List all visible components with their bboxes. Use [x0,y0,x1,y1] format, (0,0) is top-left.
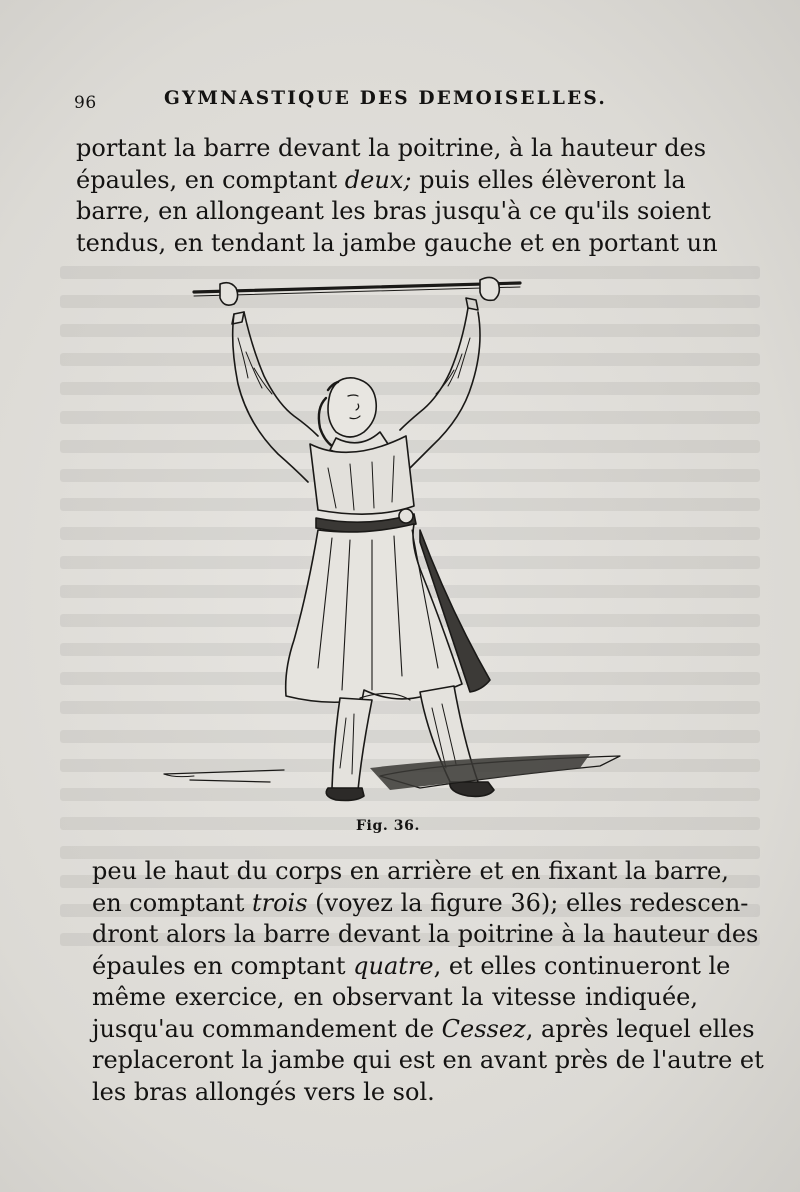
text-line [76,165,686,197]
text-run: , après lequel elles [525,1014,755,1043]
text-run: épaules en comptant [92,951,354,980]
text-run: (voyez la figure 36); elles redescen- [307,888,749,917]
text-run: épaules, en comptant [76,165,345,194]
gymnast-raising-bar-illustration [150,268,630,808]
text-line [92,888,749,920]
text-run: en comptant [92,888,252,917]
counting-word: trois [251,888,308,917]
command-word: Cessez [441,1014,526,1043]
running-title: GYMNASTIQUE DES DEMOISELLES. [164,88,607,109]
text-line: dront alors la barre devant la poitrine à la hauteur des [92,920,759,948]
counting-word: deux; [344,165,412,194]
text-line: portant la barre devant la poitrine, à la hauteur des [76,134,707,162]
figure-caption: Fig. 36. [356,818,420,834]
counting-word: quatre [353,951,434,980]
text-run: jusqu'au commandement de [92,1014,442,1043]
text-line: peu le haut du corps en arrière et en fixant la barre, [92,857,729,885]
text-line: tendus, en tendant la jambe gauche et en portant un [76,228,718,257]
text-line: même exercice, en observant la vitesse indiquée, [92,983,698,1011]
page-number: 96 [74,93,97,113]
text-line: barre, en allongeant les bras jusqu'à ce qu'ils soient [76,197,711,225]
text-line [92,1014,755,1046]
text-line: les bras allongés vers le sol. [92,1077,435,1106]
text-line: replaceront la jambe qui est en avant près de l'autre et [92,1046,764,1074]
text-run: puis elles élèveront la [411,165,686,194]
bottom-paragraph [92,856,764,1108]
text-line [92,951,731,983]
text-run: , et elles continueront le [433,951,731,980]
top-paragraph [76,133,718,259]
page-header [74,88,694,114]
